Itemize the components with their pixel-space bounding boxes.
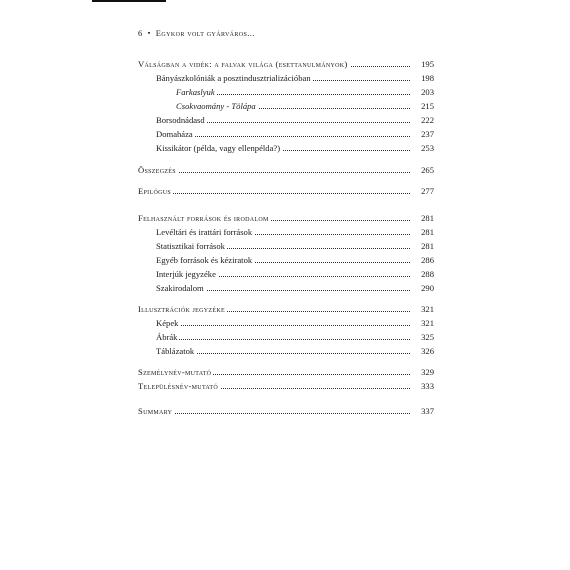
- toc-entry[interactable]: [0, 380, 570, 392]
- toc-entry[interactable]: [0, 345, 570, 357]
- leader-dots: [156, 325, 410, 326]
- toc-entry[interactable]: [0, 268, 570, 280]
- toc-entry-page: 325: [418, 331, 434, 343]
- toc-entry-title: Táblázatok: [156, 346, 195, 356]
- toc-entry-page: 288: [418, 268, 434, 280]
- toc-entry[interactable]: [0, 240, 570, 252]
- toc-entry[interactable]: [0, 303, 570, 315]
- toc-entry[interactable]: [0, 100, 570, 112]
- toc-entry-title: Felhasznált források és irodalom: [138, 213, 269, 223]
- toc-entry-page: 203: [418, 86, 434, 98]
- toc-entry[interactable]: [0, 405, 570, 417]
- leader-dots: [138, 413, 410, 414]
- toc-entry-title: Bányászkolóniák a posztindusztrializációban: [156, 73, 311, 83]
- toc-entry-title: Epilógus: [138, 186, 171, 196]
- toc-entry-title: Személynév-mutató: [138, 367, 212, 377]
- toc-entry-page: 281: [418, 240, 434, 252]
- toc-entry[interactable]: [0, 58, 570, 70]
- toc-entry-title: Csokvaomány - Tölápa: [176, 101, 256, 111]
- toc-entry[interactable]: [0, 86, 570, 98]
- toc-entry-title: Farkaslyuk: [176, 87, 215, 97]
- toc-entry-page: 321: [418, 317, 434, 329]
- toc-entry-page: 337: [418, 405, 434, 417]
- toc-entry[interactable]: [0, 226, 570, 238]
- toc-entry[interactable]: [0, 282, 570, 294]
- toc-entry-title: Válságban a vidék: a falvak világa (esettanulmányok): [138, 59, 348, 69]
- toc-entry[interactable]: [0, 142, 570, 154]
- toc-entry-title: Összegzés: [138, 165, 176, 175]
- toc-entry[interactable]: [0, 128, 570, 140]
- toc-entry[interactable]: [0, 254, 570, 266]
- toc-entry-title: Domaháza: [156, 129, 193, 139]
- toc-entry-page: 333: [418, 380, 434, 392]
- leader-dots: [138, 193, 410, 194]
- toc-entry[interactable]: [0, 114, 570, 126]
- leader-dots: [138, 172, 410, 173]
- toc-entry-page: 321: [418, 303, 434, 315]
- toc-entry[interactable]: [0, 317, 570, 329]
- header-bullet: ▪: [147, 29, 151, 37]
- toc-entry-title: Interjúk jegyzéke: [156, 269, 216, 279]
- toc-entry-title: Szakirodalom: [156, 283, 204, 293]
- toc-entry-page: 281: [418, 226, 434, 238]
- toc-entry-title: Ábrák: [156, 332, 178, 342]
- toc-entry-page: 265: [418, 164, 434, 176]
- toc-entry-page: 198: [418, 72, 434, 84]
- toc-entry-page: 290: [418, 282, 434, 294]
- toc-entry-title: Egyéb források és kéziratok: [156, 255, 253, 265]
- toc-entry-title: Borsodnádasd: [156, 115, 205, 125]
- toc-entry-page: 215: [418, 100, 434, 112]
- toc-entry-page: 286: [418, 254, 434, 266]
- toc-entry-page: 329: [418, 366, 434, 378]
- toc-entry-page: 237: [418, 128, 434, 140]
- toc-entry-title: Kissikátor (példa, vagy ellenpélda?): [156, 143, 281, 153]
- toc-entry-page: 326: [418, 345, 434, 357]
- toc-entry-title: Summary: [138, 406, 173, 416]
- toc-entry[interactable]: [0, 72, 570, 84]
- toc-entry-page: 281: [418, 212, 434, 224]
- running-title: Egykor volt gyárváros...: [155, 28, 255, 38]
- toc-entry[interactable]: [0, 366, 570, 378]
- toc-entry-page: 253: [418, 142, 434, 154]
- toc-entry-page: 222: [418, 114, 434, 126]
- page-number: 6: [138, 28, 143, 38]
- toc-entry[interactable]: [0, 331, 570, 343]
- toc-entry[interactable]: [0, 212, 570, 224]
- toc-entry-title: Illusztrációk jegyzéke: [138, 304, 225, 314]
- toc-entry-page: 195: [418, 58, 434, 70]
- toc-entry-title: Statisztikai források: [156, 241, 225, 251]
- toc-entry[interactable]: [0, 164, 570, 176]
- toc-entry[interactable]: [0, 185, 570, 197]
- toc-entry-page: 277: [418, 185, 434, 197]
- toc-entry-title: Képek: [156, 318, 179, 328]
- toc-entry-title: Településnév-mutató: [138, 381, 218, 391]
- leader-dots: [156, 339, 410, 340]
- toc-entry-title: Levéltári és irattári források: [156, 227, 253, 237]
